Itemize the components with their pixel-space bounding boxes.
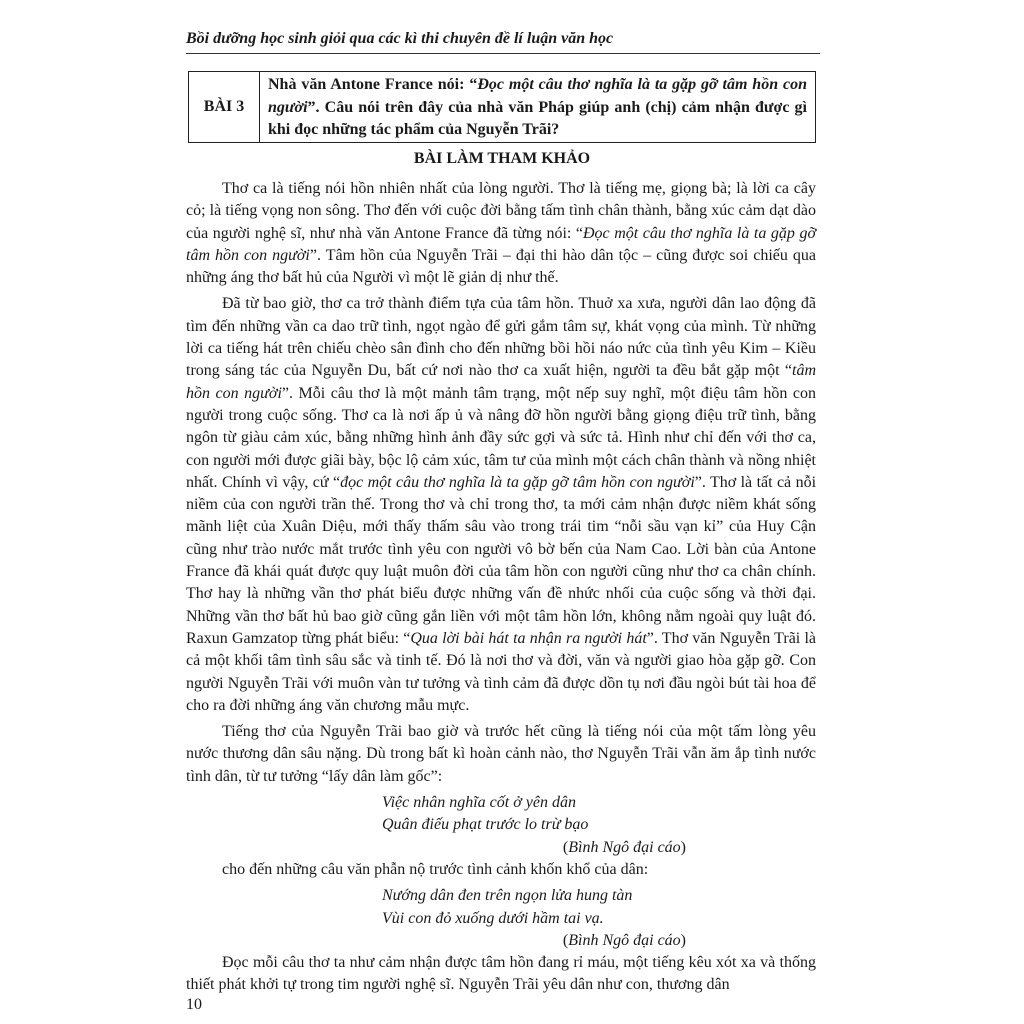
p2-quote-3: Qua lời bài hát ta nhận ra người hát (410, 629, 647, 647)
p2-quote-2: đọc một câu thơ nghĩa là ta gặp gỡ tâm hồn con người (340, 473, 695, 491)
citation: (Bình Ngô đại cáo) (562, 931, 686, 949)
paragraph-3: Tiếng thơ của Nguyễn Trãi bao giờ và trước hết cũng là tiếng nói của một tấm lòng yêu nước thương dân sâu nặng. Dù trong bất kì hoàn cảnh nào, thơ Nguyễn Trãi vẫn ăm ắp tình nước tình dân, từ tư tưởng “lấy dân làm gốc”: (186, 723, 816, 785)
p2-quote-1: tâm hồn con người (186, 362, 816, 402)
p2-text-a: Đã từ bao giờ, thơ ca trở thành điểm tựa của tâm hồn. Thuở xa xưa, người dân lao động đã tìm đến những vần ca dao trữ tình, ngọt ngào để gửi gắm tâm sự, khát vọng của mình. Từ những lời ca tiếng hát trên chiếu chèo sân đình cho đến những bồi hồi náo nức của tình yêu Kim – Kiều trong sáng tác của Nguyễn Du, bất cứ nơi nào thơ ca xuất hiện, người ta đều bắt gặp một “ (186, 295, 816, 380)
poem-line: Nướng dân đen trên ngọn lửa hung tàn (382, 887, 633, 905)
exercise-label: BÀI 3 (189, 72, 260, 142)
header-rule (186, 53, 820, 54)
poem-line: Việc nhân nghĩa cốt ở yên dân (382, 794, 576, 812)
p1-quote: Đọc một câu thơ nghĩa là ta gặp gỡ tâm hồn con người (186, 224, 816, 264)
page-number: 10 (186, 996, 202, 1013)
paragraph-4: cho đến những câu văn phẫn nộ trước tình cảnh khốn khổ của dân: (222, 860, 649, 878)
p2-text-b: ”. Mỗi câu thơ là một mảnh tâm trạng, một nếp suy nghĩ, một điệu tâm hồn con người trong cuộc sống. Thơ ca là nơi ấp ủ và nâng đỡ hồn người bằng giọng điệu trữ tình, bằng ngôn từ giàu cảm xúc, bằng những hình ảnh đầy sức gợi và sức tả. Hình như chỉ đến với thơ ca, con người mới được giãi bày, bộc lộ cảm xúc, tâm tư của mình một cách chân thành và nồng nhiệt nhất. Chính vì vậy, cứ “ (186, 384, 817, 491)
poem-line: Quân điếu phạt trước lo trừ bạo (382, 816, 589, 834)
essay-body (186, 178, 816, 1001)
p2-text-d: ”. Thơ văn Nguyễn Trãi là cả một khối tâm tình sâu sắc và tinh tế. Đó là nơi thơ và đời, văn và người giao hòa gặp gỡ. Con người Nguyễn Trãi với muôn vàn tư tưởng và tình cảm đã được dồn tụ nơi đầu ngòi bút tài hoa để cho ra đời những áng văn chương mẫu mực. (186, 629, 817, 714)
paragraph-1 (186, 178, 816, 289)
citation-title: Bình Ngô đại cáo (568, 931, 681, 949)
paragraph-2 (186, 293, 816, 717)
exercise-prompt (260, 72, 815, 142)
exercise-quote: Đọc một câu thơ nghĩa là ta gặp gỡ tâm hồn con người (268, 76, 807, 116)
exercise-text-a: Nhà văn Antone France nói: “ (268, 76, 478, 93)
exercise-box (188, 71, 816, 143)
paragraph-5: Đọc mỗi câu thơ ta như cảm nhận được tâm hồn đang rỉ máu, một tiếng kêu xót xa và thống thiết phát khởi tự trong tim người nghệ sĩ. Nguyễn Trãi yêu dân như con, thương dân (186, 954, 816, 994)
section-title: BÀI LÀM THAM KHẢO (413, 150, 591, 167)
exercise-text-b: ”. Câu nói trên đây của nhà văn Pháp giúp anh (chị) cảm nhận được gì khi đọc những tác phẩm của Nguyễn Trãi? (268, 98, 807, 138)
citation: (Bình Ngô đại cáo) (562, 838, 686, 856)
p1-text-b: ”. Tâm hồn của Nguyễn Trãi – đại thi hào dân tộc – cũng được soi chiếu qua những áng thơ bất hủ của Người vì một lẽ giản dị như thế. (186, 246, 817, 287)
poem-line: Vùi con đỏ xuống dưới hầm tai vạ. (382, 909, 604, 927)
p1-text-a: Thơ ca là tiếng nói hồn nhiên nhất của lòng người. Thơ là tiếng mẹ, giọng bà; là lời ca cây cỏ; là tiếng vọng non sông. Thơ đến với cuộc đời bằng tấm tình chân thành, bằng xúc cảm dạt dào của người nghệ sĩ, như nhà văn Antone France đã từng nói: “ (186, 180, 816, 242)
citation-title: Bình Ngô đại cáo (568, 838, 681, 856)
p2-text-c: ”. Thơ là tất cả nỗi niềm của con người trần thế. Trong thơ và chỉ trong thơ, ta mới cảm nhận được niềm khát sống mãnh liệt của Xuân Diệu, mới thấy thấm sâu vào trong trái tim “nỗi sầu vạn kỉ” của Huy Cận cũng như trào nước mắt trước tình yêu con người vô bờ bến của Nam Cao. Lời bàn của Antone France đã khái quát được quy luật muôn đời của tâm hồn con người cũng như thơ ca chân chính. Thơ hay là những vần thơ phát biểu được những vấn đề nhức nhối của cuộc sống và thời đại. Những vần thơ bất hủ bao giờ cũng gắn liền với một tâm hồn lớn, không nằm ngoài quy luật đó. Raxun Gamzatop từng phát biểu: “ (186, 473, 817, 647)
running-header: Bồi dưỡng học sinh giỏi qua các kì thi chuyên đề lí luận văn học (186, 30, 614, 47)
